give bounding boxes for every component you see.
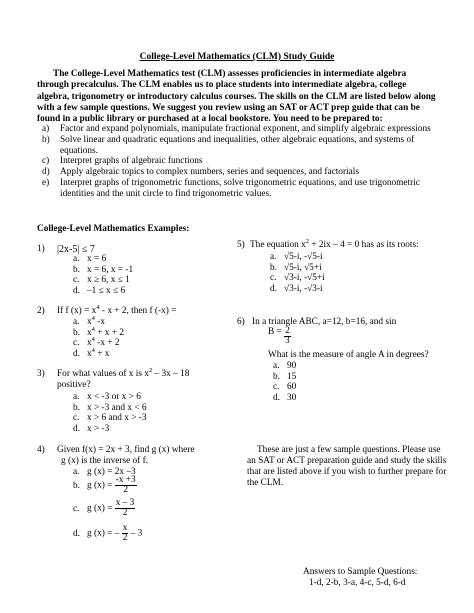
question-number: 2) xyxy=(37,306,45,316)
option-text: g (x) = 2x –3 xyxy=(87,467,136,477)
option-item xyxy=(73,403,147,414)
option-item xyxy=(73,424,147,435)
skill-item xyxy=(42,156,442,167)
option-item xyxy=(270,252,325,263)
option-letter: b. xyxy=(273,371,280,382)
option-item xyxy=(273,382,296,393)
option-item xyxy=(270,284,325,295)
option-text: 15 xyxy=(287,371,297,382)
question-stem: If f $(x) = x^4 - x + 2$, then f (-x) = xyxy=(57,303,177,316)
option-item: b. $x^4 + x + 2$ xyxy=(73,325,124,338)
option-item xyxy=(270,263,325,274)
option-letter: d. xyxy=(73,528,80,539)
question-number: 3) xyxy=(37,369,45,379)
option-item xyxy=(270,273,325,284)
option-text: x ≥ 6, x ≤ 1 xyxy=(87,275,130,286)
option-item xyxy=(273,361,296,372)
option-letter: a. xyxy=(73,254,80,264)
option-letter: d. xyxy=(73,423,80,434)
skill-item xyxy=(42,178,442,200)
answers-block xyxy=(303,567,463,589)
question-number: 6) xyxy=(237,317,245,327)
option-letter: c. xyxy=(73,503,80,514)
option-text: √5-i, -√5-i xyxy=(284,252,323,262)
question-stem: The equation $x^2 + 2ix - 4 = 0$ has as its roots: xyxy=(250,237,419,250)
option-letter: a. xyxy=(270,252,277,262)
option-letter: d. xyxy=(273,392,280,403)
option-text: x = 6, x = -1 xyxy=(87,264,134,275)
question-5 xyxy=(237,237,457,300)
note-paragraph: These are just a few sample questions. Please use an SAT or ACT preparation guide and study the skills that are listed above if you wish to further prepare for the CLM. xyxy=(247,445,447,488)
option-letter: b. xyxy=(73,480,80,491)
skill-item xyxy=(42,135,442,157)
skill-letter: b) xyxy=(42,134,50,145)
option-item xyxy=(73,254,133,265)
option-text: √5-i, √5+i xyxy=(284,262,322,273)
question-6 xyxy=(237,317,457,407)
answers-label: Answers to Sample Questions: xyxy=(303,567,418,577)
option-text: –1 ≤ x ≤ 6 xyxy=(87,285,126,296)
skill-letter: e) xyxy=(42,177,50,188)
question-stem-line3: What is the measure of angle A in degrees? xyxy=(268,350,429,360)
option-item: b. g (x) = $\frac{-x +3}{2}$ xyxy=(73,475,136,495)
option-text: √3-i, -√3-i xyxy=(284,283,323,294)
question-3 xyxy=(37,366,237,434)
option-letter: c. xyxy=(270,273,277,284)
page-title: College-Level Mathematics (CLM) Study Guide xyxy=(139,52,335,62)
question-number: 4) xyxy=(37,445,45,455)
option-letter: b. xyxy=(270,262,277,273)
option-item: c. $x^4$ -x + 2 xyxy=(73,336,120,349)
question-stem-line2: g (x) is the inverse of f. xyxy=(61,456,149,466)
option-text: 90 xyxy=(287,361,297,371)
skills-list xyxy=(42,124,442,200)
option-letter: a. xyxy=(73,317,80,327)
option-text: 30 xyxy=(287,392,297,403)
intro-paragraph xyxy=(37,69,437,125)
question-1 xyxy=(37,244,227,304)
option-item xyxy=(73,265,133,276)
option-item: c. g (x) = $\frac{x - 3}{2}$ xyxy=(73,498,135,518)
skill-letter: a) xyxy=(42,124,50,134)
option-letter: b. xyxy=(73,264,80,275)
option-letter: b. xyxy=(73,327,80,338)
option-text: x < -3 or x > 6 xyxy=(87,392,141,402)
option-text: x = 6 xyxy=(87,254,107,264)
option-letter: c. xyxy=(73,413,80,424)
skill-letter: d) xyxy=(42,167,50,178)
option-text: 60 xyxy=(287,382,297,393)
question-stem: In a triangle ABC, a=12, b=16, and sin xyxy=(252,317,397,327)
intro-text: The College-Level Mathematics test (CLM) assesses proficiencies in intermediate algebra through precalculus. The CLM enables us to place students into intermediate algebra, college algebra, trigonometry or introductory calculus courses. The skills on the CLM are listed below along with a few sample questions. We suggest you review using an SAT or ACT prep guide that can be found in a public library or purchased at a local bookstore. You need to be prepared to: xyxy=(37,69,436,125)
option-item: d. g (x) = – $\frac{x}{2}$ – 3 xyxy=(73,523,143,543)
option-letter: c. xyxy=(273,382,280,393)
option-item xyxy=(273,372,296,383)
skill-letter: c) xyxy=(42,156,50,167)
question-number: 5) xyxy=(237,240,245,250)
option-item xyxy=(73,392,147,403)
option-item: d. $x^4 + x$ xyxy=(73,346,110,359)
examples-heading: College-Level Mathematics Examples: xyxy=(37,224,190,234)
question-stem-line2: positive? xyxy=(57,380,91,390)
option-letter: a. xyxy=(273,361,280,371)
option-item xyxy=(73,286,133,297)
option-letter: d. xyxy=(270,283,277,294)
option-text: x > -3 xyxy=(87,423,110,434)
question-number: 1) xyxy=(37,244,45,254)
question-stem: For what values of x is $x^2 - 3x - 18$ xyxy=(57,366,190,379)
option-item xyxy=(73,413,147,424)
option-item xyxy=(273,393,296,404)
question-2 xyxy=(37,303,227,361)
skill-text: Solve linear and quadratic equations and inequalities, other algebraic equations, and systems of equations. xyxy=(60,134,415,156)
option-text: √3-i, -√5+i xyxy=(284,273,325,284)
question-4 xyxy=(37,445,237,550)
skill-item xyxy=(42,167,442,178)
option-item xyxy=(73,275,133,286)
question-stem: Given f(x) = 2x + 3, find g (x) where xyxy=(57,445,195,455)
option-letter: b. xyxy=(73,402,80,413)
skill-text: Factor and expand polynomials, manipulate fractional exponent, and simplify algebraic expressions xyxy=(60,124,431,134)
skill-text: Interpret graphs of trigonometric functions, solve trigonometric equations, and use trigonometric identities and the unit circle to find trigonometric values. xyxy=(60,177,420,199)
question-stem-line2: B = $\frac{2}{3}$ xyxy=(268,326,290,346)
option-letter: c. xyxy=(73,338,80,349)
option-item: a. $x^4$ -x xyxy=(73,314,105,327)
option-letter: a. xyxy=(73,467,80,477)
answers-text: 1-d, 2-b, 3-a, 4-c, 5-d, 6-d xyxy=(309,578,406,588)
option-letter: d. xyxy=(73,285,80,296)
skill-text: Interpret graphs of algebraic functions xyxy=(60,156,203,167)
option-text: x > -3 and x < 6 xyxy=(87,402,147,413)
option-letter: a. xyxy=(73,392,80,402)
skill-item xyxy=(42,124,442,135)
skill-text: Apply algebraic topics to complex numbers, series and sequences, and factorials xyxy=(60,167,359,178)
option-text: x > 6 and x > -3 xyxy=(87,413,147,424)
option-letter: c. xyxy=(73,275,80,286)
question-stem: |2x-5| ≤ 7 xyxy=(57,244,95,255)
option-letter: d. xyxy=(73,348,80,359)
